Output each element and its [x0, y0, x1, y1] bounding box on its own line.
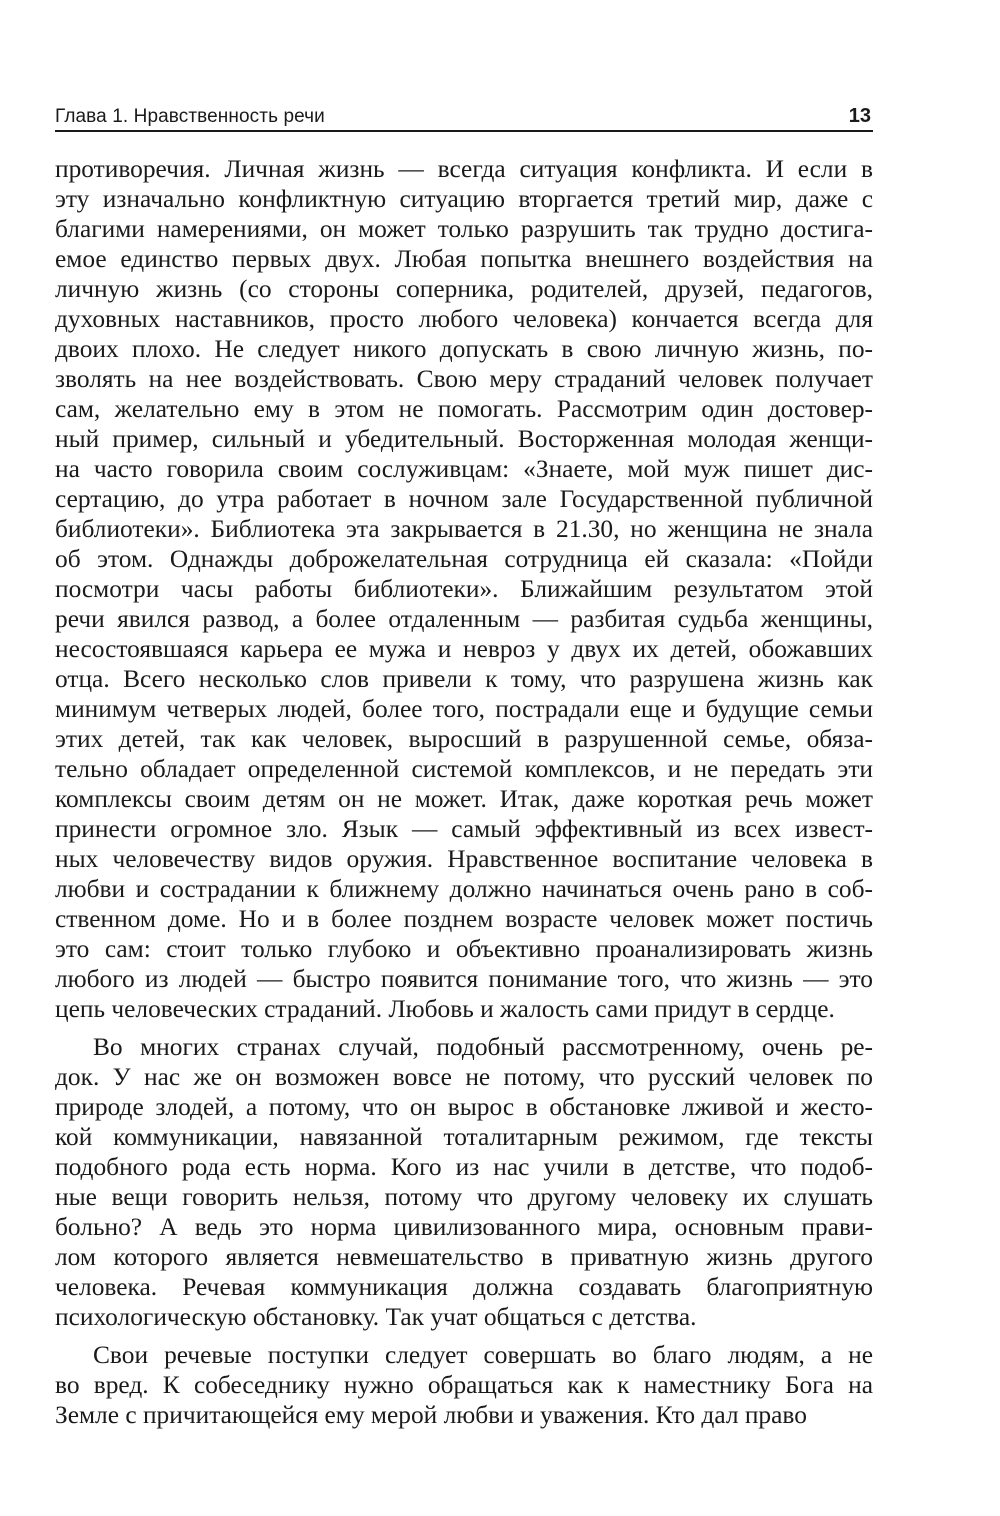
text-line: кой коммуникации, навязанной тоталитарным режимом, где тексты [55, 1123, 873, 1151]
text-line: библиотеки». Библиотека эта закрывается в 21.30, но женщина не знала [55, 515, 873, 543]
text-line: ных человечеству видов оружия. Нравственное воспитание человека в [55, 845, 873, 873]
text-line: посмотри часы работы библиотеки». Ближайшим результатом этой [55, 575, 873, 603]
text-line: сам, желательно ему в этом не помогать. Рассмотрим один достовер- [55, 395, 873, 423]
text-line: ные вещи говорить нельзя, потому что другому человеку их слушать [55, 1183, 873, 1211]
body-text [55, 154, 873, 1430]
page-number: 13 [848, 105, 871, 127]
text-line: Во многих странах случай, подобный рассмотренному, очень ре- [93, 1033, 873, 1061]
book-page [55, 100, 873, 1438]
paragraph [55, 1032, 873, 1332]
text-line: зволять на нее воздействовать. Свою меру страданий человек получает [55, 365, 873, 393]
text-line: подобного рода есть норма. Кого из нас учили в детстве, что подоб- [55, 1153, 873, 1181]
text-line: противоречия. Личная жизнь — всегда ситуация конфликта. И если в [55, 155, 873, 183]
running-header [55, 100, 873, 132]
text-line: цепь человеческих страданий. Любовь и жалость сами придут в сердце. [55, 995, 835, 1023]
text-line: психологическую обстановку. Так учат общаться с детства. [55, 1303, 697, 1331]
text-line: любого из людей — быстро появится понимание того, что жизнь — это [55, 965, 873, 993]
text-line: тельно обладает определенной системой комплексов, и не передать эти [55, 755, 873, 783]
text-line: двоих плохо. Не следует никого допускать в свою личную жизнь, по- [55, 335, 873, 363]
paragraph [55, 1340, 873, 1430]
text-line: Земле с причитающейся ему мерой любви и уважения. Кто дал право [55, 1401, 807, 1429]
text-line: лом которого является невмешательство в приватную жизнь другого [55, 1243, 873, 1271]
text-line: ный пример, сильный и убедительный. Восторженная молодая женщи- [55, 425, 873, 453]
text-line: этих детей, так как человек, выросший в разрушенной семье, обяза- [55, 725, 873, 753]
text-line: комплексы своим детям он не может. Итак, даже короткая речь может [55, 785, 873, 813]
text-line: эту изначально конфликтную ситуацию вторгается третий мир, даже с [55, 185, 873, 213]
text-line: больно? А ведь это норма цивилизованного мира, основным прави- [55, 1213, 873, 1241]
text-line: благими намерениями, он может только разрушить так трудно достига- [55, 215, 873, 243]
text-line: Свои речевые поступки следует совершать во благо людям, а не [93, 1341, 873, 1369]
text-line: емое единство первых двух. Любая попытка внешнего воздействия на [55, 245, 873, 273]
text-line: речи явился развод, а более отдаленным — разбитая судьба женщины, [55, 605, 873, 633]
text-line: любви и сострадании к ближнему должно начинаться очень рано в соб- [55, 875, 873, 903]
text-line: во вред. К собеседнику нужно обращаться как к наместнику Бога на [55, 1371, 873, 1399]
text-line: личную жизнь (со стороны соперника, родителей, друзей, педагогов, [55, 275, 873, 303]
text-line: об этом. Однажды доброжелательная сотрудница ей сказала: «Пойди [55, 545, 873, 573]
text-line: минимум четверых людей, более того, пострадали еще и будущие семьи [55, 695, 873, 723]
text-line: сертацию, до утра работает в ночном зале Государственной публичной [55, 485, 873, 513]
text-line: принести огромное зло. Язык — самый эффективный из всех извест- [55, 815, 873, 843]
text-line: это сам: стоит только глубоко и объективно проанализировать жизнь [55, 935, 873, 963]
text-line: человека. Речевая коммуникация должна создавать благоприятную [55, 1273, 873, 1301]
text-line: природе злодей, а потому, что он вырос в обстановке лживой и жесто- [55, 1093, 873, 1121]
text-line: на часто говорила своим сослуживцам: «Знаете, мой муж пишет дис- [55, 455, 873, 483]
text-line: отца. Всего несколько слов привели к тому, что разрушена жизнь как [55, 665, 873, 693]
text-line: несостоявшаяся карьера ее мужа и невроз у двух их детей, обожавших [55, 635, 873, 663]
paragraph [55, 154, 873, 1024]
text-line: док. У нас же он возможен вовсе не потому, что русский человек по [55, 1063, 873, 1091]
text-line: ственном доме. Но и в более позднем возрасте человек может постичь [55, 905, 873, 933]
chapter-title: Глава 1. Нравственность речи [55, 106, 325, 127]
text-line: духовных наставников, просто любого человека) кончается всегда для [55, 305, 873, 333]
